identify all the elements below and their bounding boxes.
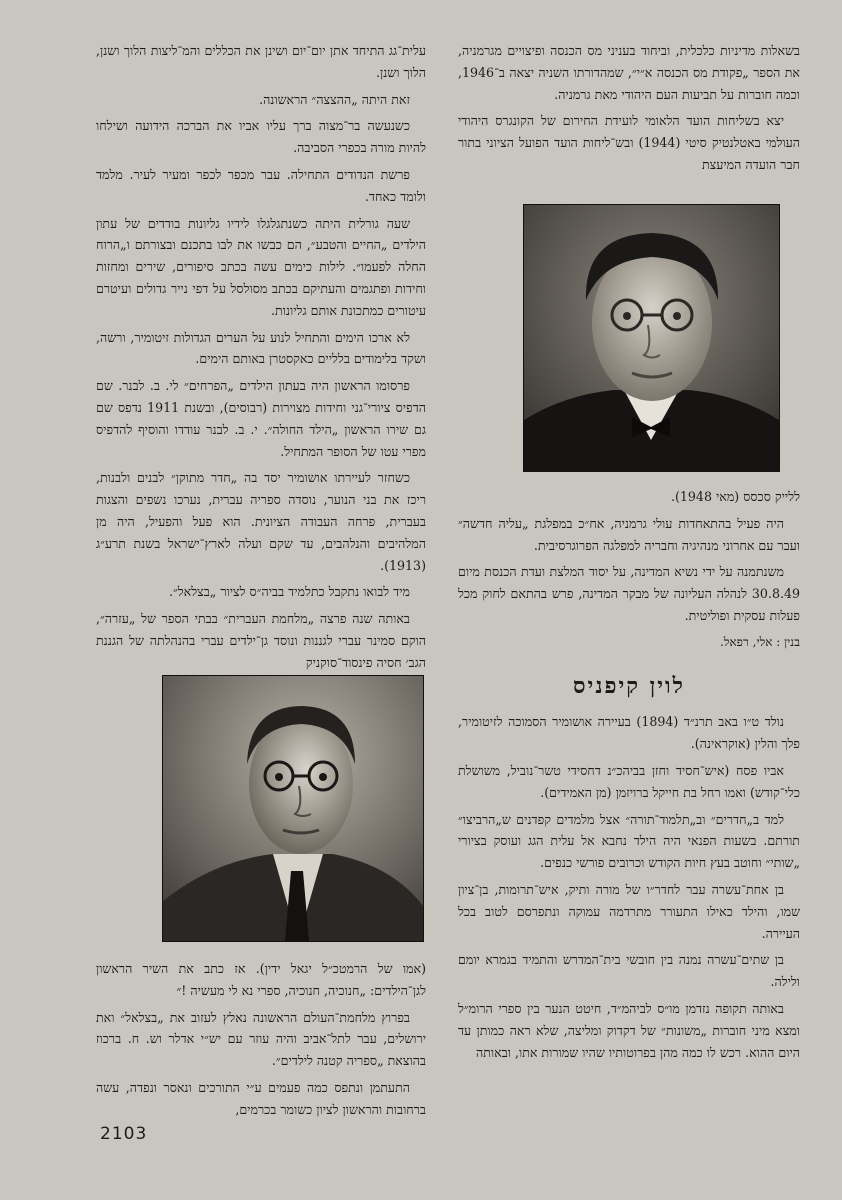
page-number: 2103 (100, 1124, 148, 1144)
paragraph: כשנעשה בר־מצוה ברך עליו אביו את הברכה הידועה ושילחו להיות מורה בכפרי הסביבה. (96, 118, 426, 156)
left-column-bottom (96, 958, 426, 1126)
paragraph: בפרוץ מלחמת־העולם הראשונה נאלץ לעזוב את „בצלאל״ ואת ירושלים, עבר לתל־אביב והיה עוזר עם יש״י אדלר וש. ח. ברכוז בהוצאת „ספריה קטנה לילדים״. (96, 1009, 426, 1069)
paragraph: אביו פסח (איש־חסיד וחזן בביהכ״נ דחסידי טשר־נוביל, משושלת כלי־קודש) ואמו רחל בת חייקל ברויזמן (מן האמידים). (458, 762, 800, 800)
paragraph: התעתמן ונתפס כמה פעמים ע״י התורכים ונאסר ונפדה, עשה ברחובות והראשון לציון כשומר בכרמים, (96, 1079, 426, 1117)
portrait-photo-icon (524, 205, 779, 471)
paragraph: בשאלות מדיניות כלכלית, וביחוד בעניני מס הכנסה ופיצויים מגרמניה, את הספר „פקודת מס הכנסה א״י״, שמהדורתו השניה יצאה ב־1946, וכמה חוברות על תביעות העם היהודי מאת גרמניה. (458, 43, 800, 102)
paragraph: למד ב„חדרים״ וב„תלמוד־תורה״ אצל מלמדים קפדנים ש„הרביצו״ תורתם. בשעות הפנאי היה הילד נחבא אל עלית הגג ועוסק בציורי „שותי״ וחוטב בעץ חיות הקודש וכרובים פורשי כנפים. (458, 811, 800, 871)
portrait-photo-1 (523, 204, 780, 472)
paragraph: לא ארכו הימים והתחיל לנוע על הערים הגדולות זיטומיר, ורשה, ושקד בלימודים בלליים כאקסטרן באותם הימים. (96, 329, 426, 367)
paragraph: שעה גורלית היתה כשנתגלגלו לידיו גליונות בודדים של עתון הילדים „החיים והטבע״, הם כבשו את לבו בתכנם ובצורתם ו„הרוח החלה לפעמו״. לילות כימים עשה בכתב סיפורים, שירים ומחזות וחידות ופתגמים והעתיקם בכתב מסולסל על דפי נייר גדולים ועיטרם עיטורים כמתכונת אותם גליונות. (96, 215, 426, 318)
paragraph: מיד לבואו נתקבל כתלמיד בביה״ס לציור „בצלאל״. (169, 584, 410, 600)
author-signature: בנין : אלי, רפאל. (720, 634, 800, 649)
paragraph: (אמו של הרמטכ״ל יגאל ידין). אז כתב את השיר הראשון לגן־הילדים: „חנוכיה, חנוכיה, ספרי נא לי מעשיה !״ (96, 961, 426, 998)
paragraph: פרשת הנדודים התחילה. עבר מכפר לכפר ומעיר לעיר. מלמד ולומד כאחד. (96, 166, 426, 204)
paragraph: ללייק סכסס (מאי 1948). (670, 489, 800, 504)
paragraph: כשחזר לעיירתו אושומיר יסד בה „חדר מתוקן״ לבנים ולבנות, ריכז את בני הנוער, נוסדה ספריה עברית, נערכו נשפים והצגות בעברית, פרחה העבודה הציונית. הוא פעל והפעיל, היה מן המלהיבים והנלהבים, עד שקם ועלה לארץ־ישראל בשנת תרע״ג (1913). (96, 470, 426, 573)
paragraph: זאת היתה „ההצצה״ הראשונה. (259, 91, 410, 107)
paragraph: בן אחת־עשרה עבר לחדר״ו של מורה ותיק, איש־תרומות, בן־ציון שמו, והילד כאילו התעורר מתרדמה עמוקה ונתפרסם לטוב בכל העיירה. (458, 881, 800, 941)
left-column-top (96, 40, 426, 679)
paragraph: באותה תקופה נזדמן מו״ס לביהמ״ד, חיטט הנער בין ספרי הרומ״ל ומצא מיני חוברות „משונות״ של דקדוק ומליצה, שלא ראה כמותן עד היום ההוא. רכש לו כמה מהן בפרוטותיו שהיו שמורות אתו, ובאותה (458, 1000, 800, 1060)
paragraph: עלית־גג התיחד אתן יום־יום ושינן את הכללים והמ־ליצות הלוך ושנן, הלוך ושנן. (96, 43, 426, 80)
right-column-main (458, 486, 800, 1068)
paragraph: היה פעיל בהתאחדות עולי גרמניה, אח״כ במפלגת „עליה חדשה״ ועבר עם אחרוני מנהיגיה וחבריה למפלגה הפרוגרסיבית. (458, 515, 800, 553)
portrait-photo-icon (163, 676, 423, 941)
portrait-photo-2 (162, 675, 424, 942)
right-column-intro (458, 40, 800, 181)
entry-heading: לוין קיפניס (573, 672, 685, 699)
paragraph: בן שתים־עשרה נמנה בין חובשי בית־המדרש והתמיד בגמרא יומם ולילה. (458, 952, 800, 990)
paragraph: משנתמנה על ידי נשיא המדינה, על יסוד המלצת ועדת הכנסת מיום 30.8.49 לנהלה העליונה של מבקר המדינה, פרש בהתאם לחוק מכל פעלות עסקית ופוליטית. (458, 564, 800, 623)
paragraph: פרסומו הראשון היה בעתון הילדים „הפרחים״ לי. ב. לבנר. שם הדפיס ציורי־גני וחידות מצוירות (רבוסים), ובשנת 1911 נדפס שם גם שירו הראשון „הילד החולה״. י. ב. לבנר עודדו והוסיף להדפיס מפרי עטו של הסופר המתחיל. (96, 378, 426, 459)
paragraph: באותה שנה פרצה „מלחמת העברית״ בבתי הספר של „עזרה״, הוקם סמינר עברי לגננות ונוסד גן־ילדים עברי בהנהלתה של הגננת הגב׳ חסיה פינסוד־סוקניק (96, 611, 426, 670)
paragraph: יצא בשליחות הועד הלאומי לועידת החירום של הקונגרס היהודי העולמי באטלנטיק סיטי (1944) ובש־ליחות הועד הפועל הציוני בתור חבר הועדה המיעצת (458, 113, 800, 172)
paragraph: נולד ט״ו באב תרנ״ד (1894) בעיירה אושומיר הסמוכה לזיטומיר, פלך והלין (אוקראינה). (458, 714, 800, 752)
